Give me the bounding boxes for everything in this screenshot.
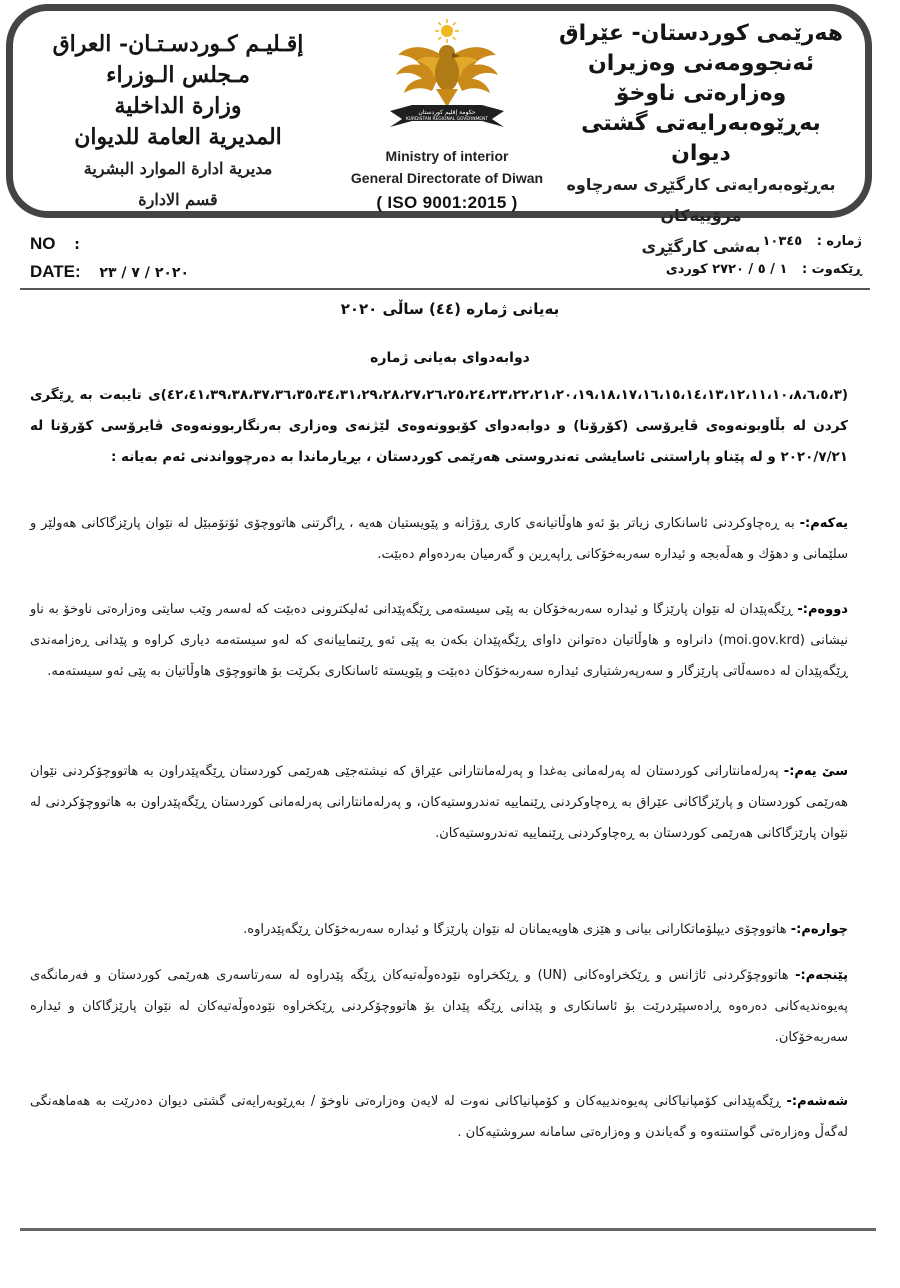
- letterhead-center: [347, 15, 547, 215]
- footer-divider: [20, 1228, 876, 1231]
- emblem-text-english: KURDISTAN REGIONAL GOVERNMENT: [405, 117, 489, 122]
- no-colon: :: [74, 237, 80, 253]
- kurdish-header-line-4: بەڕێوەبەرایەتی گشتی دیوان: [581, 111, 821, 166]
- ref-date-label: ڕێکەوت :: [801, 262, 862, 277]
- reference-row-number: [20, 234, 872, 260]
- ministry-english: Ministry of interior: [385, 148, 509, 164]
- number-label: ژمارە :: [816, 234, 862, 249]
- sun-icon: [435, 19, 459, 43]
- krg-eagle-emblem-icon: [372, 15, 522, 145]
- section-1-text: بە ڕەچاوکردنی ئاسانکاری زیاتر بۆ ئەو هاوڵاتیانەی کاری ڕۆژانە و پێویستیان هەیە ، ڕاگرتنی هاتووچۆی ئۆتۆمبێل لە نێوان پارێزگاکانی هەولێر و سلێمانی و دهۆك و هەڵەبجە و ئیدارە سەربەخۆکانی ڕاپەڕین و گەرمیان بەردەوام دەبێت.: [30, 516, 848, 562]
- section-5-text: هاتووچۆکردنی ئاژانس و ڕێکخراوەکانی (UN) و ڕێکخراوە نێودەوڵەتیەکان ڕێگە پێدراوە لە سەرتاسەری هەرێمی کوردستان و فەرمانگەی پەیوەندیەکانی دەرەوە ڕادەسپێردرێت بۆ ئاسانکاری و پێدانی ڕێگە پێدان بۆ هاتووچۆکردنی ڕێکخراوە نێودەوڵەتیەکان لە نێوان پارێزگاکان و ئیدارە سەربەخۆکان.: [30, 968, 848, 1045]
- directorate-english: General Directorate of Diwan: [350, 170, 544, 186]
- no-label: NO: [30, 234, 56, 253]
- statement-intro: (٤٢،٤١،٣٩،٣٨،٣٧،٣٦،٣٥،٣٤،٣١،٢٩،٢٨،٢٧،٢٦،٢٥،٢٤،٢٣،٢٢،٢١،٢٠،١٩،١٨،١٧،١٦،١٥،١٤،١٣،١٢،١١،١٠،٨،٦،٥،٣)ی تایبەت بە ڕێگری کردن لە بڵاوبونەوەی ڤایرۆسی (کۆرۆنا) و دوابەدوای کۆبوونەوەی لێژنەی وەزاری بەرنگاربوونەوەی ڤایرۆسی کۆرۆنا لە ٢٠٢٠/٧/٢١ و لە پێناو پاراستنی ئاسایشی تەندروستی هەرێمی کوردستان ، بڕیارماندا بە دەرچوواندنی ئەم بەیانە :: [30, 387, 848, 465]
- arabic-header: [43, 29, 313, 215]
- ref-date-field: [666, 262, 862, 277]
- number-value: ١٠٣٤٥: [762, 234, 803, 249]
- emblem-text-arabic: حكومة إقليم كوردستان: [418, 109, 476, 116]
- ref-date-value: ١ / ٥ / ٢٧٢٠ کوردی: [665, 262, 788, 277]
- section-4: [30, 914, 848, 945]
- no-field: [30, 234, 80, 254]
- kurdish-header-line-2: ئەنجوومەنی وەزیران: [588, 51, 814, 76]
- section-6-text: ڕێگەپێدانی کۆمپانیاکانی پەیوەندییەکان و کۆمپانیاکانی نەوت لە لایەن وەزارەتی ناوخۆ / بەڕێوبەرایەتی گشتی دیوان دەدرێت بە هەماهەنگی لەگەڵ وەزارەتی گواستنەوە و گەیاندن و وەزارەتی سامانە سروشتیەکان .: [30, 1094, 848, 1140]
- section-4-text: هاتووچۆی دیپلۆماتکارانی بیانی و هێزی هاوپەیمانان لە نێوان پارێزگا و ئیدارە سەربەخۆکان ڕێگەپێدراوە.: [243, 922, 787, 937]
- arabic-header-line-5: مديرية ادارة الموارد البشرية: [83, 159, 273, 178]
- kurdish-header-line-1: هەرێمی کوردستان- عێراق: [558, 21, 844, 46]
- header-divider: [20, 288, 870, 290]
- section-1: [30, 508, 848, 570]
- section-2-label: دووەم:-: [797, 602, 848, 617]
- arabic-header-line-6: قسم الادارة: [138, 190, 218, 209]
- section-5: [30, 960, 848, 1053]
- arabic-header-line-3: وزارة الداخلية: [114, 93, 242, 119]
- section-1-label: یەکەم:-: [799, 516, 848, 531]
- statement-title: بەیانی ژمارە (٤٤) ساڵی ٢٠٢٠: [340, 300, 560, 318]
- arabic-header-line-4: المديرية العامة للديوان: [74, 124, 282, 150]
- section-3-label: سێ یەم:-: [783, 764, 848, 779]
- section-5-label: پێنجەم:-: [795, 968, 848, 983]
- section-3: [30, 756, 848, 849]
- section-3-text: پەرلەمانتارانی کوردستان لە پەرلەمانی بەغدا و پەرلەمانتارانی عێراق کە نیشتەجێی هەرێمی کوردستان ڕێگەپێدراون بە هاتووچۆکردنی نێوان هەرێمی کوردستان و پارێزگاکانی عێراق بە ڕەچاوکردنی ڕێنماییە تەندروستیەکان، و پەرلەمانتارانی پەرلەمانی کوردستان ڕێگەپێدراون بە هاتووچۆکردنی لە نێوان پارێزگاکانی هەرێمی کوردستان بە ڕەچاوکردنی ڕێنماییە تەندروستیەکان.: [30, 764, 848, 841]
- kurdish-header-line-3: وەزارەتی ناوخۆ: [615, 81, 787, 106]
- iso-certification: ( ISO 9001:2015 ): [376, 193, 518, 212]
- number-field: [762, 234, 862, 249]
- date-field: [30, 262, 189, 282]
- kurdish-header-line-5: بەڕێوەبەرایەتی کارگێڕی سەرچاوە مرۆییەکان: [566, 175, 836, 225]
- section-6-label: شەشەم:-: [786, 1094, 848, 1109]
- section-4-label: چوارەم:-: [790, 922, 848, 937]
- kurdish-header-line-6: بەشی کارگێڕی: [641, 237, 761, 256]
- date-value: ٢٠٢٠ / ٧ / ٢٣: [99, 265, 189, 281]
- arabic-header-line-2: مـجلس الـوزراء: [106, 62, 250, 88]
- arabic-header-line-1: إقـليـم كـوردسـتـان- العراق: [52, 31, 304, 57]
- statement-subtitle: دوابەدوای بەیانی ژمارە: [370, 350, 530, 366]
- reference-row-date: [20, 262, 872, 288]
- section-6: [30, 1086, 848, 1148]
- section-2: [30, 594, 848, 687]
- date-label: DATE:: [30, 262, 81, 281]
- kurdish-header: [551, 19, 851, 262]
- section-2-text: ڕێگەپێدان لە نێوان پارێزگا و ئیدارە سەربەخۆکان بە پێی سیستەمی ڕێگەپێدانی ئەلیکترونی دەبێت کە لەسەر وێب سایتی وەزارەتی ناوخۆ بە ناو نیشانی (moi.gov.krd) دانراوە و هاوڵاتیان دەتوانن داوای ڕێگەپێدان بکەن بە پێی ئەو ڕێنماییانەی کە لەو سیستەمە دیاری کراوە و پێدانی ڕەزامەندی ڕێگەپێدان لە دەسەڵاتی پارێزگار و سەرپەرشتیاری ئیدارە سەربەخۆکان دەبێت و پێویستە ئاسانکاری بکرێت بۆ هاتووچۆی هاوڵاتیان بە پێی ئەو سیستەمە.: [30, 602, 848, 679]
